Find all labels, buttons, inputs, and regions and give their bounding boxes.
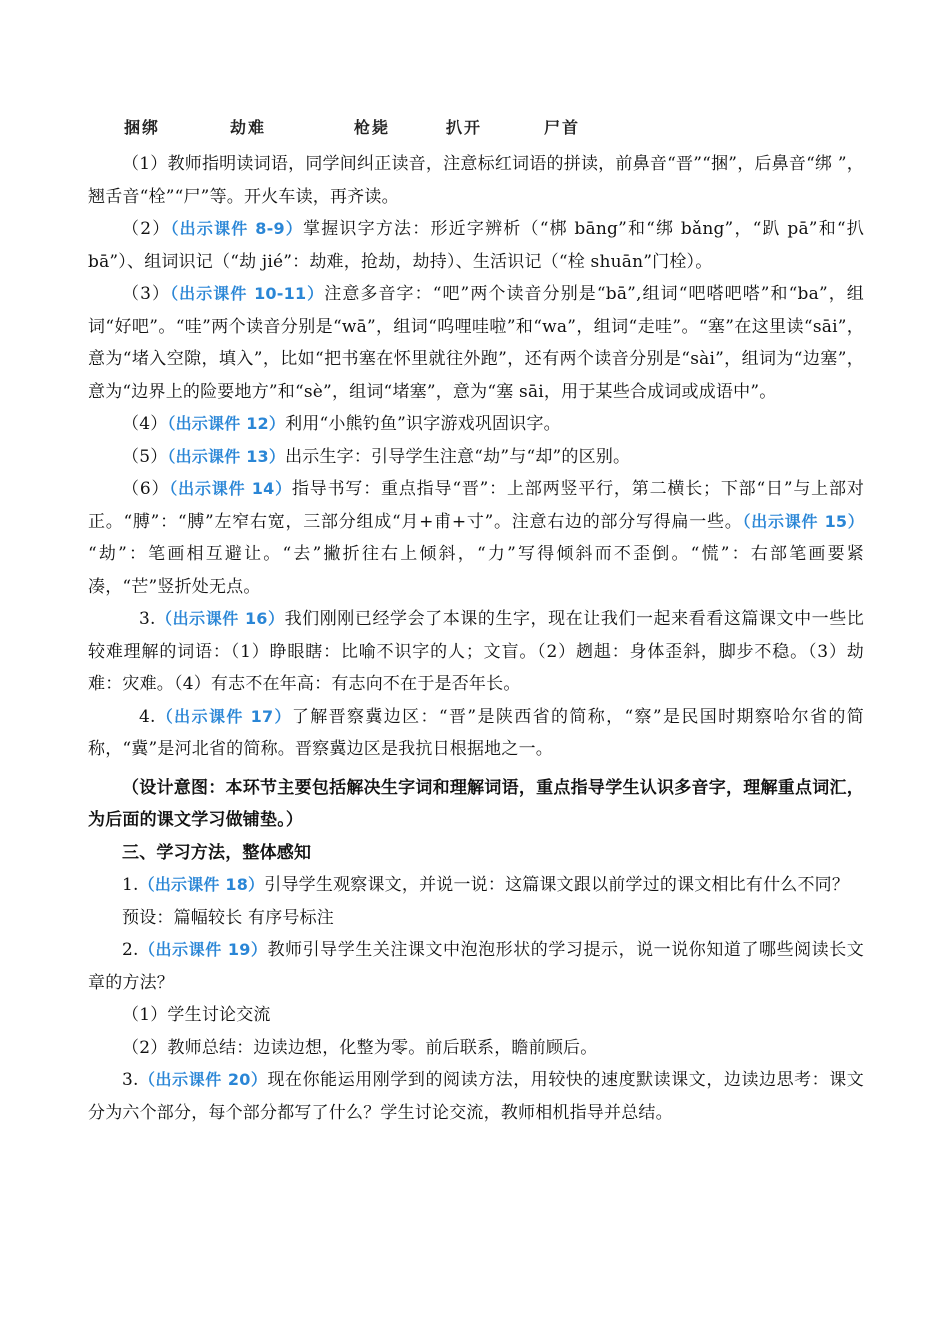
section-3 [88,603,864,701]
courseware-ref: （出示课件 16） [155,609,285,628]
preset-answer: 预设：篇幅较长 有序号标注 [122,907,335,928]
courseware-ref: （出示课件 10-11） [170,284,325,303]
courseware-ref: （出示课件 15） [742,511,864,531]
paragraph-text: 出示生字：引导学生注意“劫”与“却”的区别。 [285,446,631,467]
paragraph-text: 注意多音字：“吧”两个读音分别是“bā”,组词“吧嗒吧嗒”和“ba”，组词“好吧”。“哇”两个读音分别是“wā”，组词“呜哩哇啦”和“wa”，组词“走哇”。“塞”在这里读“sāi”，意为“堵入空隙，填入”，比如“把书塞在怀里就往外跑”，还有两个读音分别是“sài”，组词为“边塞”，意为“边界上的险要地方”和“sè”，组词“堵塞”，意为“塞 sāi，用于某些合成词或成语中”。 [88,284,864,402]
vocab-word: 劫难 [230,118,267,137]
item-number: （6） [122,479,170,499]
vocab-word: 尸首 [544,118,581,137]
vocab-word: 枪毙 [354,118,391,137]
paragraph-1: （1）教师指明读词语，同学间纠正读音，注意标红词语的拼读，前鼻音“晋”“捆”，后鼻音“绑 ”，翘舌音“栓”“尸”等。开火车读，再齐读。 [88,154,864,207]
item-number: 3. [122,1070,139,1090]
courseware-ref: （出示课件 17） [155,706,292,726]
courseware-ref: （出示课件 12） [167,414,286,433]
vocab-word: 扒开 [446,118,483,137]
item-number: 3. [139,609,156,629]
paragraph-text: 利用“小熊钓鱼”识字游戏巩固识字。 [285,414,561,434]
item-number: 1. [122,875,139,895]
item-number: （5） [122,446,168,467]
courseware-ref: （出示课件 20） [138,1070,268,1089]
section-4 [88,701,864,766]
section-heading: 三、学习方法，整体感知 [122,842,312,863]
courseware-ref: （出示课件 13） [167,446,286,466]
item-number: （4） [122,414,168,434]
paragraph-text: 指导书写：重点指导“晋”：上部两竖平行，第二横长；下部“日”与上部对正。“膊”：“膊”左窄右宽，三部分组成“月+甫+寸”。注意右边的部分写得扁一些。 [88,479,865,532]
item-number: 2. [122,940,139,960]
paragraph-4 [88,408,864,441]
courseware-ref: （出示课件 19） [138,940,268,959]
item-number: 4. [139,706,156,727]
item-number: （3） [122,284,171,304]
paragraph-text: 我们刚刚已经学会了本课的生字，现在让我们一起来看看这篇课文中一些比较难理解的词语：（1）睁眼瞎：比喻不识字的人；文盲。（2）趔趄：身体歪斜，脚步不稳。（3）劫难：灾难。（4）有志不在年高：有志向不在于是否年长。 [88,609,864,694]
design-intent: （设计意图：本环节主要包括解决生字词和理解词语，重点指导学生认识多音字，理解重点词汇，为后面的课文学习做铺垫。） [88,777,864,830]
paragraph-text: 现在你能运用刚学到的阅读方法，用较快的速度默读课文，边读边思考：课文分为六个部分，每个部分都写了什么？学生讨论交流，教师相机指导并总结。 [88,1070,864,1123]
courseware-ref: （出示课件 18） [138,875,265,894]
vocab-word: 捆绑 [124,118,161,137]
body-text [88,148,864,1129]
paragraph-6 [88,473,864,603]
paragraph-5 [88,441,864,474]
vocabulary-row [124,115,824,143]
task-1 [88,869,864,902]
paragraph-text: 教师引导学生关注课文中泡泡形状的学习提示，说一说你知道了哪些阅读长文章的方法？ [88,940,864,993]
courseware-ref: （出示课件 14） [169,479,292,498]
paragraph-2 [88,213,864,278]
paragraph-text: 掌握识字方法：形近字辨析（“梆 bāng”和“绑 bǎng”，“趴 pā”和“扒 bā”）、组词识记（“劫 jié”：劫难，抢劫，劫持）、生活识记（“栓 shuān”门栓）。 [88,219,864,272]
paragraph-text: 引导学生观察课文，并说一说：这篇课文跟以前学过的课文相比有什么不同？ [264,875,850,895]
task-3 [88,1064,864,1129]
task-2-step-1: （1）学生讨论交流 [122,1005,271,1025]
paragraph-text: “劫”：笔画相互避让。“去”撇折往右上倾斜，“力”写得倾斜而不歪倒。“慌”：右部笔画要紧凑，“芒”竖折处无点。 [88,544,864,597]
courseware-ref: （出示课件 8-9） [170,219,303,238]
item-number: （2） [122,219,171,239]
task-2 [88,934,864,999]
paragraph-3 [88,278,864,408]
paragraph-text: 了解晋察冀边区：“晋”是陕西省的简称，“察”是民国时期察哈尔省的简称，“冀”是河北省的简称。晋察冀边区是我抗日根据地之一。 [88,706,864,759]
task-2-step-2: （2）教师总结：边读边想，化整为零。前后联系，瞻前顾后。 [122,1037,598,1058]
